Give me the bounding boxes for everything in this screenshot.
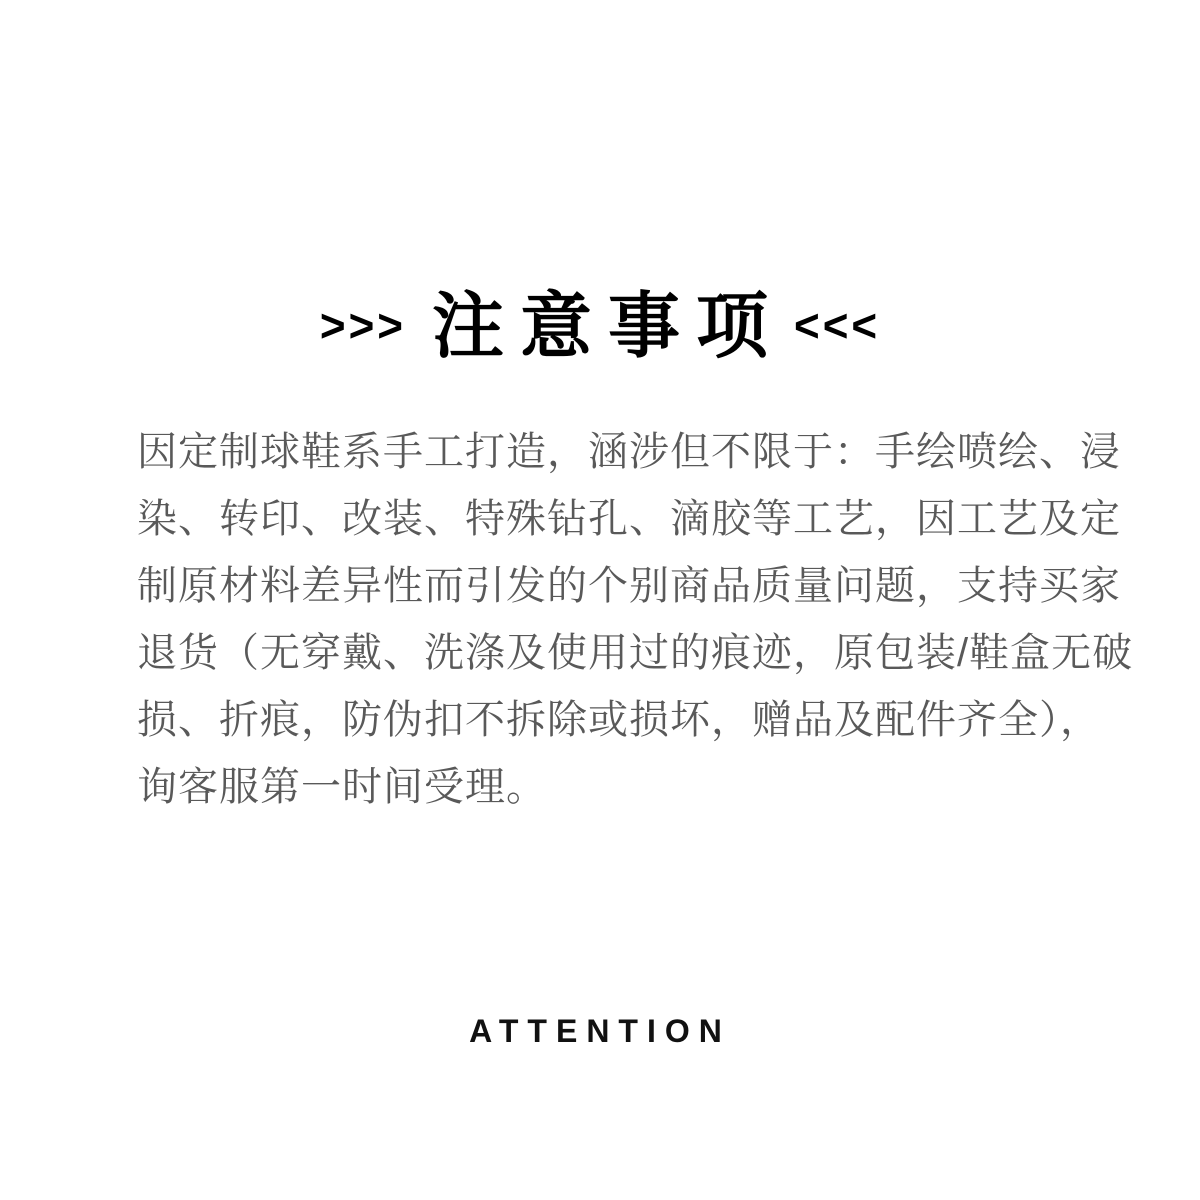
chevrons-right-decoration-left: >>> bbox=[319, 300, 406, 353]
attention-wordmark: ATTENTION bbox=[469, 1013, 731, 1049]
notice-line: 询客服第一时间受理。 bbox=[137, 765, 547, 809]
notice-line: 损、折痕，防伪扣不拆除或损坏，赠品及配件齐全）， bbox=[137, 698, 1101, 742]
chevrons-left-decoration-right: <<< bbox=[794, 300, 881, 353]
notice-line: 因定制球鞋系手工打造，涵涉但不限于：手绘喷绘、浸 bbox=[137, 430, 1121, 474]
page-title: 注意事项 bbox=[431, 287, 784, 367]
notice-line: 制原材料差异性而引发的个别商品质量问题，支持买家 bbox=[137, 564, 1121, 608]
notice-line: 退货（无穿戴、洗涤及使用过的痕迹，原包装/鞋盒无破 bbox=[137, 631, 1134, 675]
notice-line: 染、转印、改装、特殊钻孔、滴胶等工艺，因工艺及定 bbox=[137, 497, 1121, 541]
notice-paragraph bbox=[137, 419, 1134, 821]
title-row bbox=[0, 284, 1200, 370]
